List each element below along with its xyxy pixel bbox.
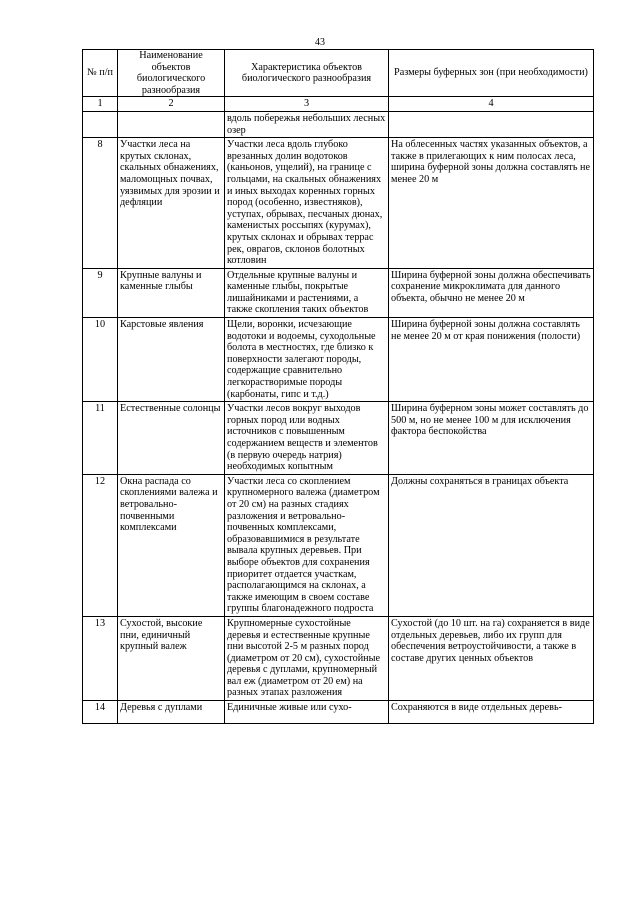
- row-name: Естественные солонцы: [118, 402, 225, 475]
- row-description: Щели, воронки, исчезающие водотоки и водоемы, суходольные болота в местностях, где близко к поверхности залегают породы, содержащие сравнительно легкорастворимые породы (карбонаты, гипс и т.д.): [225, 318, 389, 402]
- row-description: Участки леса со скоплением крупномерного валежа (диаметром от 20 см) на разных стадиях разложения и ветровально-почвенных комплексами, образовавшимися в результате вывала крупных деревьев. При выборе объектов для сохранения приоритет отдается участкам, располагающимся на склонах, а также имеющим в своем составе группы благонадежного подроста: [225, 474, 389, 616]
- column-number-row: [83, 97, 594, 112]
- row-buffer: Сухостой (до 10 шт. на га) сохраняется в виде отдельных деревьев, либо их групп для обеспечения ветроустойчивости, а также в составе других ценных объектов: [389, 616, 594, 700]
- row-number: 13: [83, 616, 118, 700]
- header-description: Характеристика объектов биологического разнообразия: [225, 50, 389, 97]
- row-number: 14: [83, 701, 118, 724]
- row-buffer: На облесенных частях указанных объектов, а также в прилегающих к ним полосах леса, ширина буферной зоны должна составлять не менее 20 м: [389, 138, 594, 269]
- row-description: Единичные живые или сухо-: [225, 701, 389, 724]
- row-buffer: Ширина буферной зоны должна составлять не менее 20 м от края понижения (полости): [389, 318, 594, 402]
- table-row-continuation: [83, 111, 594, 137]
- row-description: Отдельные крупные валуны и каменные глыбы, покрытые лишайниками и растениями, а также скопления таких объектов: [225, 268, 389, 317]
- column-number: 3: [225, 97, 389, 112]
- row-buffer: Должны сохраняться в границах объекта: [389, 474, 594, 616]
- header-name: Наименование объектов биологического разнообразия: [118, 50, 225, 97]
- column-number: 2: [118, 97, 225, 112]
- row-description: Крупномерные сухостойные деревья и естественные крупные пни высотой 2-5 м разных пород (диаметром от 20 см), сухостойные деревья с дуплами, крупномерный вал еж (диаметром от 20 ем) на разных этапах разложения: [225, 616, 389, 700]
- column-number: 1: [83, 97, 118, 112]
- table-row: [83, 268, 594, 317]
- row-description: Участки лесов вокруг выходов горных пород или водных источников с повышенным содержанием веществ и элементов (в первую очередь натрия) необходимых копытным: [225, 402, 389, 475]
- row-number: 10: [83, 318, 118, 402]
- row-name: Окна распада со скоплениями валежа и ветровально-почвенными комплексами: [118, 474, 225, 616]
- row-description: Участки леса вдоль глубоко врезанных долин водотоков (каньонов, ущелий), на границе с гольцами, на скальных обнажениях и иных выходах коренных горных пород (особенно, известняков), уступах, обрывах, песчаных дюнах, каменистых россыпях (курумах), крутых склонах и обрывах террас рек, оврагов, склонов болотных котловин: [225, 138, 389, 269]
- row-buffer: Ширина буферном зоны может составлять до 500 м, но не менее 100 м для исключения фактора беспокойства: [389, 402, 594, 475]
- row-name: Карстовые явления: [118, 318, 225, 402]
- row-name: Деревья с дуплами: [118, 701, 225, 724]
- table-row: [83, 474, 594, 616]
- table-row: [83, 616, 594, 700]
- row-buffer: Ширина буферной зоны должна обеспечивать сохранение микроклимата для данного объекта, обычно не менее 20 м: [389, 268, 594, 317]
- row-description: вдоль побережья небольших лесных озер: [225, 111, 389, 137]
- row-number: 11: [83, 402, 118, 475]
- header-buffer: Размеры буферных зон (при необходимости): [389, 50, 594, 97]
- row-name: Сухостой, высокие пни, единичный крупный валеж: [118, 616, 225, 700]
- row-name: Участки леса на крутых склонах, скальных обнажениях, маломощных почвах, уязвимых для эрозии и дефляции: [118, 138, 225, 269]
- row-name: Крупные валуны и каменные глыбы: [118, 268, 225, 317]
- row-name: [118, 111, 225, 137]
- row-number: 9: [83, 268, 118, 317]
- page-number: 43: [315, 37, 325, 48]
- row-number: 8: [83, 138, 118, 269]
- row-number: 12: [83, 474, 118, 616]
- table-row: [83, 402, 594, 475]
- table-row: [83, 318, 594, 402]
- column-number: 4: [389, 97, 594, 112]
- table-row: [83, 138, 594, 269]
- row-buffer: [389, 111, 594, 137]
- biodiversity-table: [82, 49, 594, 724]
- row-number: [83, 111, 118, 137]
- table-row: [83, 701, 594, 724]
- table-header-row: [83, 50, 594, 97]
- header-number: № п/п: [83, 50, 118, 97]
- row-buffer: Сохраняются в виде отдельных деревь-: [389, 701, 594, 724]
